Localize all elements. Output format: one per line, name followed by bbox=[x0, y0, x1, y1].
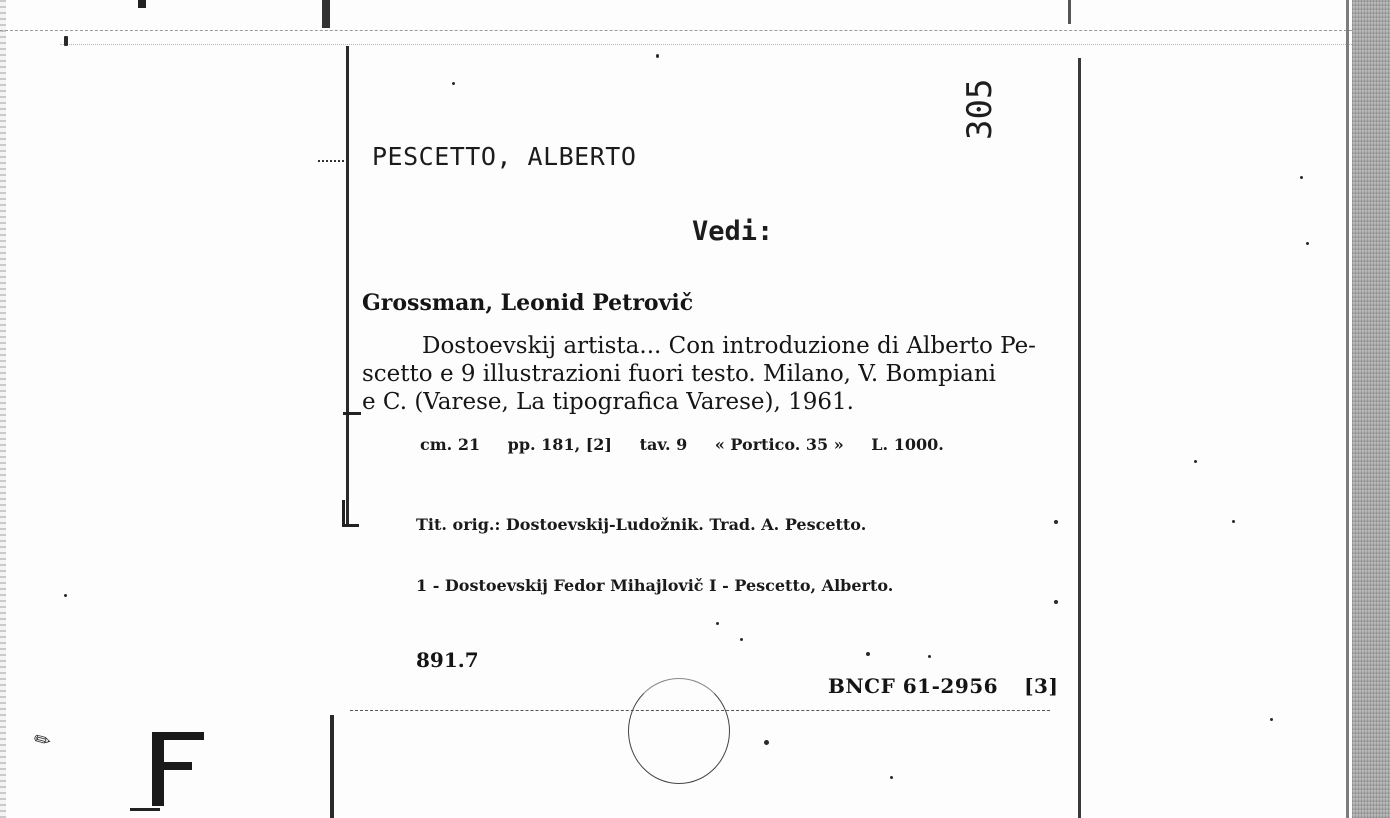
top-right-mark bbox=[1068, 0, 1071, 24]
collation-size: cm. 21 bbox=[420, 435, 481, 454]
margin-letter-f bbox=[152, 732, 204, 806]
card-punch-hole bbox=[628, 678, 730, 784]
collation-series: « Portico. 35 » bbox=[714, 435, 844, 454]
scan-speck bbox=[764, 740, 769, 745]
scan-right-line bbox=[1346, 0, 1349, 818]
bncf-id: BNCF 61-2956 bbox=[828, 674, 999, 698]
scan-speck bbox=[1054, 600, 1058, 604]
bracket-mark bbox=[342, 500, 359, 527]
collation-plates: tav. 9 bbox=[639, 435, 688, 454]
collation-pages: pp. 181, [2] bbox=[507, 435, 612, 454]
scan-speck bbox=[1232, 520, 1235, 523]
scan-speck bbox=[740, 638, 743, 641]
original-title-note: Tit. orig.: Dostoevskij-Ludožnik. Trad. A. Pescetto. bbox=[416, 515, 867, 534]
scan-speck bbox=[716, 622, 719, 625]
bracket-mark-upper bbox=[343, 392, 361, 415]
card-lower-left-border bbox=[330, 715, 334, 818]
scan-speck bbox=[928, 655, 931, 658]
pencil-mark-icon: ✎ bbox=[29, 725, 56, 755]
author-name: Grossman, Leonid Petrovič bbox=[362, 290, 694, 316]
bncf-number bbox=[828, 674, 1058, 698]
dash-mark bbox=[318, 160, 344, 164]
top-mark bbox=[322, 0, 330, 28]
classification-number: 891.7 bbox=[416, 648, 479, 672]
collation-price: L. 1000. bbox=[871, 435, 944, 454]
description-line: e C. (Varese, La tipografica Varese), 1961. bbox=[362, 389, 854, 415]
scan-speck bbox=[1300, 176, 1303, 179]
scan-speck bbox=[656, 54, 659, 58]
scan-speck bbox=[64, 36, 68, 46]
card-number bbox=[960, 76, 1010, 144]
card-number-text: 305 bbox=[960, 78, 1000, 140]
scan-speck bbox=[1306, 242, 1309, 245]
card-right-border bbox=[1078, 58, 1081, 818]
scan-left-edge bbox=[0, 0, 6, 818]
see-reference: Vedi: bbox=[692, 216, 774, 247]
title-description bbox=[362, 332, 1062, 416]
description-line: Dostoevskij artista... Con introduzione di Alberto Pe- bbox=[422, 333, 1036, 359]
description-line: scetto e 9 illustrazioni fuori testo. Milano, V. Bompiani bbox=[362, 361, 997, 387]
card-heading: PESCETTO, ALBERTO bbox=[372, 142, 637, 171]
subject-entries: 1 - Dostoevskij Fedor Mihajlovič I - Pescetto, Alberto. bbox=[416, 576, 894, 595]
scan-speck bbox=[64, 594, 67, 597]
scan-speck bbox=[866, 652, 870, 656]
scan-speck bbox=[1054, 520, 1058, 524]
margin-tick bbox=[130, 808, 160, 811]
card-left-border bbox=[346, 46, 349, 526]
scan-speck bbox=[452, 82, 455, 85]
scan-speck bbox=[890, 776, 893, 779]
scan-top-dotted-line bbox=[60, 44, 1352, 46]
collation-line bbox=[420, 435, 966, 454]
scan-top-line bbox=[0, 30, 1352, 32]
scan-speck bbox=[1194, 460, 1197, 463]
scan-right-edge-noise bbox=[1352, 0, 1390, 818]
top-mark-small bbox=[138, 0, 146, 8]
scan-speck bbox=[1270, 718, 1273, 721]
bncf-suffix: [3] bbox=[1024, 674, 1059, 698]
